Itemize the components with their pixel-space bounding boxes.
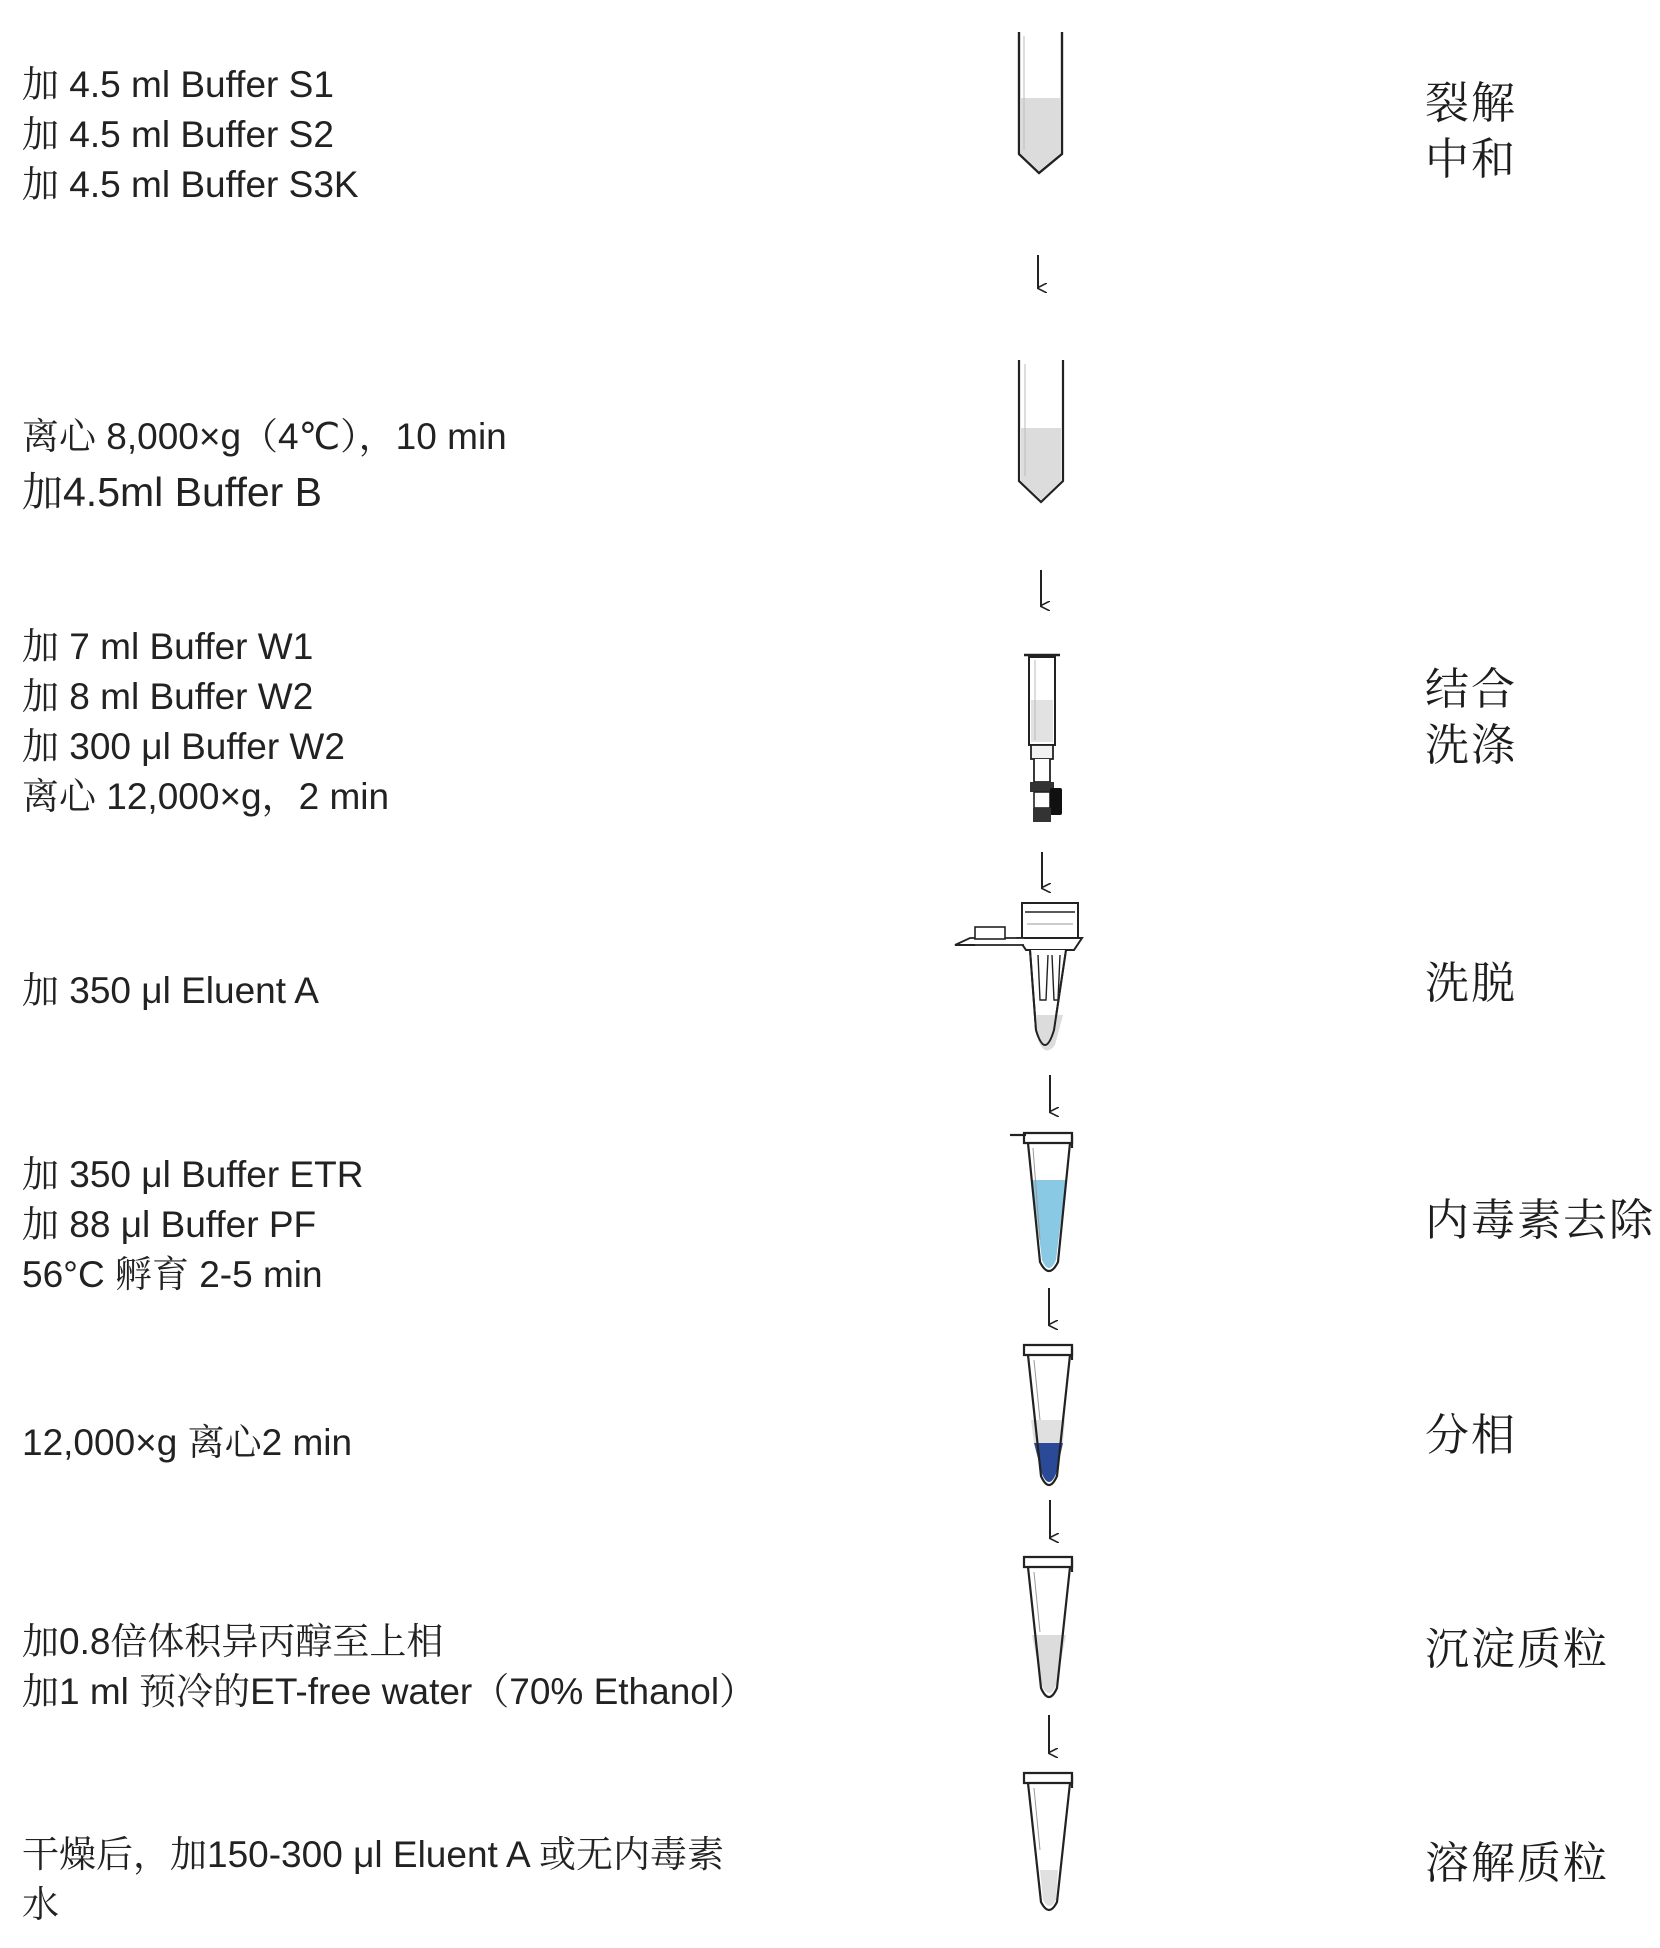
step-line: 加 350 μl Buffer ETR <box>22 1154 364 1195</box>
step-line: 56°C 孵育 2-5 min <box>22 1254 323 1295</box>
stage-label: 溶解质粒 <box>1425 1838 1609 1889</box>
stage-label: 沉淀质粒 <box>1425 1624 1609 1675</box>
step-line: 加 350 μl Eluent A <box>22 970 319 1011</box>
step-line: 加1 ml 预冷的ET-free water（70% Ethanol） <box>22 1671 757 1712</box>
conical-tube-icon <box>1019 32 1062 173</box>
stage-label: 分相 <box>1425 1410 1517 1461</box>
step-line: 加 4.5 ml Buffer S3K <box>22 164 359 205</box>
microtube-blue-liquid-icon <box>1010 1133 1072 1271</box>
step-line: 加 88 μl Buffer PF <box>22 1204 317 1245</box>
step-line: 加 7 ml Buffer W1 <box>22 626 314 667</box>
step-line: 加 4.5 ml Buffer S1 <box>22 64 334 105</box>
stage-label: 裂解 <box>1425 78 1517 129</box>
microtube-gray-liquid-icon <box>1024 1557 1072 1697</box>
step-line: 干燥后，加150-300 μl Eluent A 或无内毒素 <box>22 1834 724 1875</box>
stage-label: 中和 <box>1425 134 1517 185</box>
step-line: 加 300 μl Buffer W2 <box>22 726 345 767</box>
step-line-emphasis: 加4.5ml Buffer B <box>22 469 323 515</box>
stage-label: 洗脱 <box>1425 958 1517 1009</box>
stage-label: 结合 <box>1425 664 1517 715</box>
step-line: 加 8 ml Buffer W2 <box>22 676 314 717</box>
step-line: 12,000×g 离心2 min <box>22 1422 353 1463</box>
spin-column-icon <box>1024 655 1062 822</box>
step-line: 水 <box>22 1884 59 1925</box>
stage-label: 洗涤 <box>1425 720 1517 771</box>
stage-label: 内毒素去除 <box>1425 1195 1655 1246</box>
step-line: 加0.8倍体积异丙醇至上相 <box>22 1621 444 1662</box>
conical-tube-icon <box>1019 360 1063 502</box>
eppendorf-open-lid-icon <box>955 903 1082 1050</box>
step-line: 加 4.5 ml Buffer S2 <box>22 114 334 155</box>
microtube-small-liquid-icon <box>1024 1773 1072 1910</box>
microtube-two-phase-icon <box>1024 1345 1072 1485</box>
step-line: 离心 8,000×g（4℃），10 min <box>22 416 507 457</box>
step-line: 离心 12,000×g，2 min <box>22 776 390 817</box>
